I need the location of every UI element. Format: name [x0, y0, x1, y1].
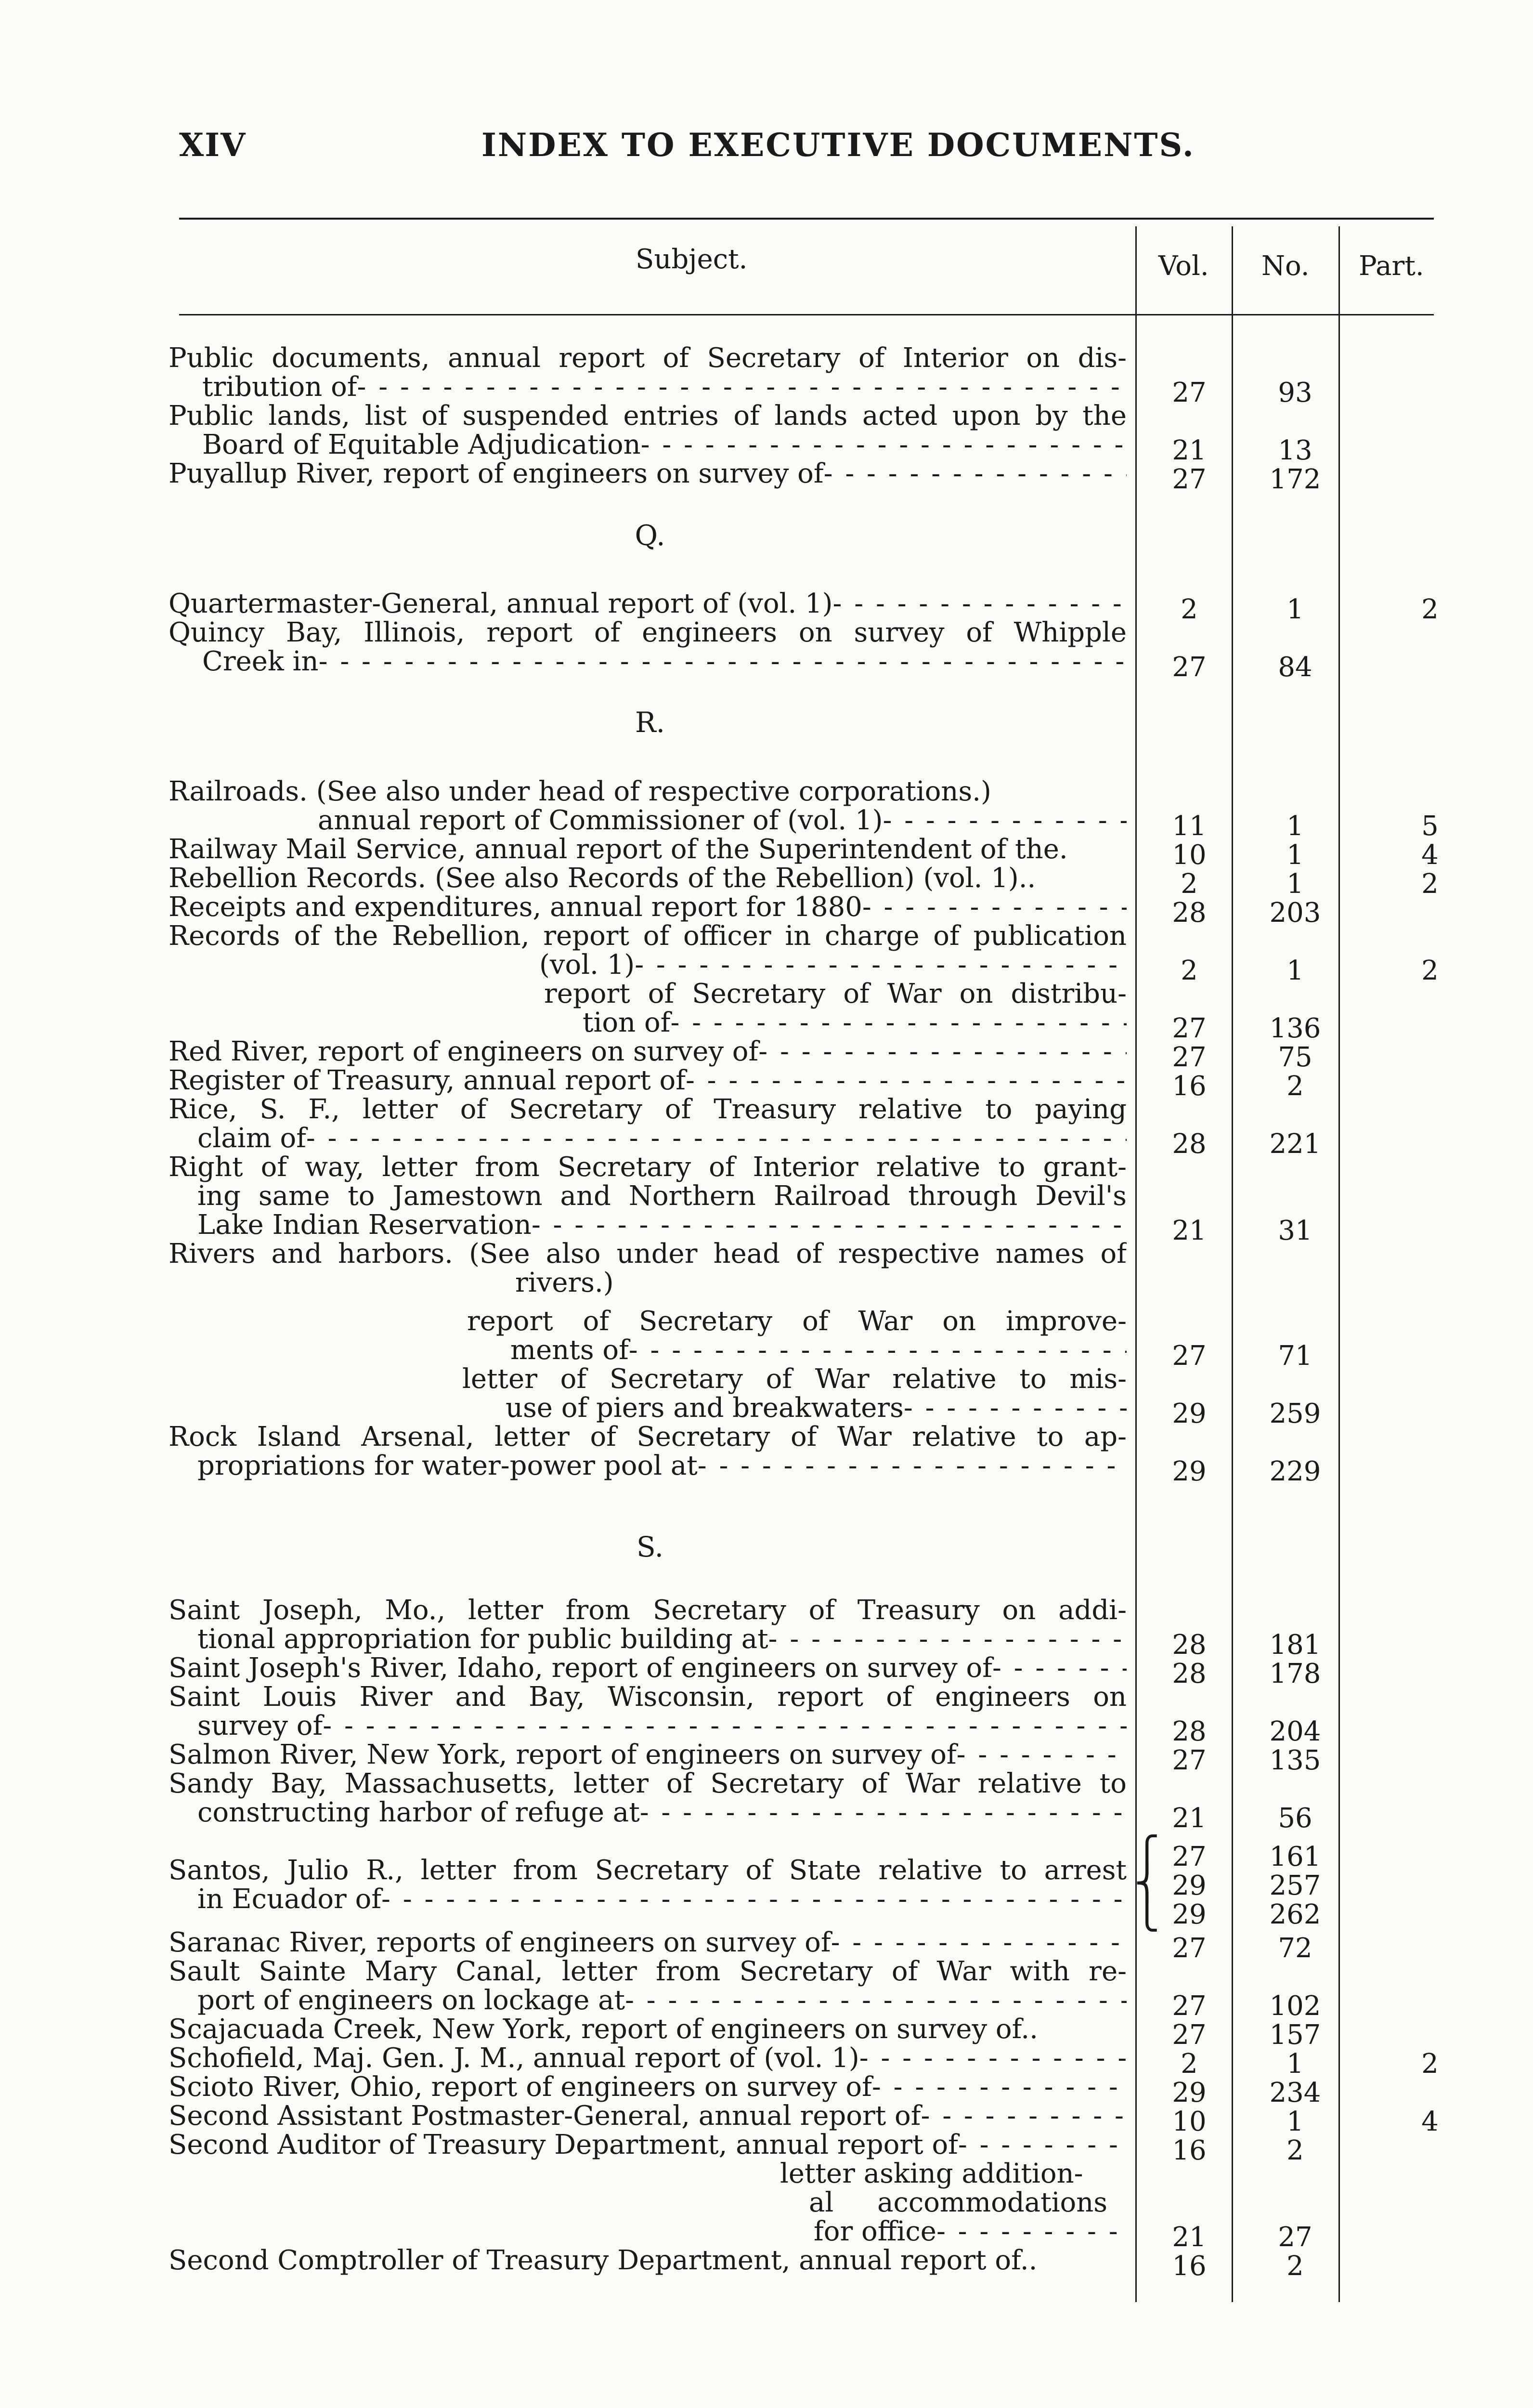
index-entry-line: Rice, S. F., letter of Secretary of Treasury relative to paying — [169, 1094, 1127, 1125]
index-entry-line: Second Auditor of Treasury Department, annual report of - - - — [169, 2130, 1127, 2160]
vol-cell: 2 — [1181, 868, 1198, 900]
part-cell: 2 — [1421, 955, 1439, 986]
index-entry-line: (vol. 1) - - - — [169, 950, 1127, 981]
no-cell: 31 — [1278, 1215, 1312, 1246]
no-cell: 157 — [1269, 2019, 1321, 2051]
index-entry-line: annual report of Commissioner of (vol. 1) - - - — [169, 805, 1127, 836]
index-entry-line: Schofield, Maj. Gen. J. M., annual report of (vol. 1) - - - — [169, 2043, 1127, 2074]
index-entry-line: in Ecuador of - - - — [169, 1884, 1127, 1915]
no-cell: 161 — [1269, 1841, 1321, 1872]
vol-cell: 27 — [1172, 2019, 1207, 2051]
vol-cell: 2 — [1181, 955, 1198, 986]
vol-cell: 27 — [1172, 1841, 1207, 1872]
header-bottom-rule — [179, 314, 1434, 315]
index-entry-line: Sandy Bay, Massachusetts, letter of Secretary of War relative to — [169, 1768, 1127, 1799]
part-cell: 2 — [1421, 868, 1439, 900]
index-entry-line: Puyallup River, report of engineers on survey of - - - — [169, 458, 1127, 489]
part-cell: 4 — [1421, 2106, 1439, 2137]
index-entry-line: Rebellion Records. (See also Records of the Rebellion) (vol. 1).. — [169, 863, 1036, 894]
index-entry-line: Lake Indian Reservation - - - — [169, 1210, 1127, 1241]
part-cell: 2 — [1421, 2048, 1439, 2080]
index-entry-line: letter of Secretary of War relative to mis- — [462, 1364, 1127, 1395]
vol-cell: 27 — [1172, 1745, 1207, 1776]
no-cell: 71 — [1278, 1340, 1312, 1372]
index-entry-line: Public lands, list of suspended entries of lands acted upon by the — [169, 401, 1127, 432]
vol-cell: 11 — [1172, 811, 1207, 842]
vol-cell: 27 — [1172, 1990, 1207, 2022]
vol-cell: 28 — [1172, 1128, 1207, 1160]
vol-cell: 27 — [1172, 1042, 1207, 1073]
vol-cell: 29 — [1172, 1398, 1207, 1429]
vol-cell: 29 — [1172, 1456, 1207, 1487]
vol-cell: 27 — [1172, 1340, 1207, 1372]
vol-cell: 16 — [1172, 2135, 1207, 2166]
index-entry-line: tribution of - - - — [169, 372, 1127, 403]
no-cell: 2 — [1286, 1071, 1304, 1102]
part-cell: 4 — [1421, 839, 1439, 871]
index-entry-line: claim of - - - — [169, 1123, 1127, 1154]
vol-cell: 27 — [1172, 1013, 1207, 1044]
index-entry-line: Rivers and harbors. (See also under head of respective names of — [169, 1239, 1127, 1269]
index-entry-line: Quartermaster-General, annual report of (vol. 1) - - - — [169, 589, 1127, 619]
vol-column-header: Vol. — [1158, 250, 1209, 282]
subject-column-header: Subject. — [636, 244, 748, 275]
no-cell: 27 — [1278, 2222, 1312, 2253]
index-entry-line: Register of Treasury, annual report of - - - — [169, 1065, 1127, 1096]
page-title: INDEX TO EXECUTIVE DOCUMENTS. — [481, 126, 1195, 164]
no-cell: 2 — [1286, 2251, 1304, 2282]
no-cell: 13 — [1278, 435, 1312, 466]
index-entry-line: rivers.) — [515, 1268, 614, 1298]
vol-cell: 28 — [1172, 1658, 1207, 1689]
no-cell: 2 — [1286, 2135, 1304, 2166]
no-cell: 84 — [1278, 652, 1312, 683]
vol-cell: 28 — [1172, 897, 1207, 929]
index-entry-line: Records of the Rebellion, report of officer in charge of publication — [169, 921, 1127, 952]
index-entry-line: letter asking addition- — [780, 2159, 1083, 2189]
vol-cell: 21 — [1172, 2222, 1207, 2253]
index-entry-line: tional appropriation for public building at - - - — [169, 1624, 1127, 1655]
no-cell: 259 — [1269, 1398, 1321, 1429]
index-entry-line: Saint Joseph's River, Idaho, report of engineers on survey of - - - — [169, 1653, 1127, 1684]
vol-column-rule — [1135, 226, 1137, 2302]
no-cell: 234 — [1269, 2077, 1321, 2108]
index-entry-line: Receipts and expenditures, annual report for 1880 - - - — [169, 892, 1127, 923]
page-number: XIV — [179, 126, 247, 164]
vol-cell: 2 — [1181, 2048, 1198, 2080]
no-cell: 1 — [1286, 839, 1304, 871]
index-entry-line: Second Comptroller of Treasury Department, annual report of.. — [169, 2245, 1038, 2276]
no-cell: 204 — [1269, 1716, 1321, 1747]
no-cell: 72 — [1278, 1933, 1312, 1964]
index-entry-line: Right of way, letter from Secretary of Interior relative to grant- — [169, 1152, 1127, 1183]
vol-cell: 27 — [1172, 1933, 1207, 1964]
brace-mark: ⎩ — [1134, 1892, 1160, 1932]
index-entry-line: Saint Joseph, Mo., letter from Secretary of Treasury on addi- — [169, 1595, 1127, 1626]
index-entry-line: survey of - - - — [169, 1711, 1127, 1741]
no-cell: 1 — [1286, 594, 1304, 625]
no-cell: 136 — [1269, 1013, 1321, 1044]
index-entry-line: ing same to Jamestown and Northern Railroad through Devil's — [197, 1181, 1127, 1212]
vol-cell: 10 — [1172, 839, 1207, 871]
no-cell: 172 — [1269, 464, 1321, 495]
no-cell: 1 — [1286, 868, 1304, 900]
index-entry-line: constructing harbor of refuge at - - - — [169, 1797, 1127, 1828]
part-cell: 2 — [1421, 594, 1439, 625]
no-cell: 1 — [1286, 955, 1304, 986]
no-cell: 56 — [1278, 1803, 1312, 1834]
index-entry-line: propriations for water-power pool at - - - — [169, 1451, 1127, 1481]
no-cell: 229 — [1269, 1456, 1321, 1487]
vol-cell: 29 — [1172, 1870, 1207, 1901]
vol-cell: 29 — [1172, 2077, 1207, 2108]
vol-cell: 28 — [1172, 1716, 1207, 1747]
no-cell: 1 — [1286, 2048, 1304, 2080]
brace-mark: ⎨ — [1134, 1863, 1160, 1903]
index-entry-line: al accommodations — [809, 2187, 1107, 2218]
section-letter-q: Q. — [635, 519, 665, 552]
no-cell: 1 — [1286, 2106, 1304, 2137]
part-column-header: Part. — [1359, 250, 1424, 282]
index-entry-line: Creek in - - - — [169, 646, 1127, 677]
vol-cell: 16 — [1172, 2251, 1207, 2282]
index-entry-line: Railway Mail Service, annual report of the Superintendent of the. — [169, 834, 1068, 865]
index-entry-line: Quincy Bay, Illinois, report of engineers on survey of Whipple — [169, 617, 1127, 648]
vol-cell: 2 — [1181, 594, 1198, 625]
no-cell: 262 — [1269, 1899, 1321, 1930]
no-cell: 181 — [1269, 1629, 1321, 1661]
index-entry-line: for office - - - — [169, 2216, 1127, 2247]
no-cell: 75 — [1278, 1042, 1312, 1073]
index-entry-line: Scajacuada Creek, New York, report of engineers on survey of.. — [169, 2014, 1038, 2045]
vol-cell: 21 — [1172, 1803, 1207, 1834]
table-top-rule — [179, 218, 1434, 220]
no-column-header: No. — [1261, 250, 1310, 282]
no-cell: 102 — [1269, 1990, 1321, 2022]
no-cell: 135 — [1269, 1745, 1321, 1776]
no-cell: 1 — [1286, 811, 1304, 842]
vol-cell: 10 — [1172, 2106, 1207, 2137]
vol-cell: 21 — [1172, 435, 1207, 466]
no-cell: 178 — [1269, 1658, 1321, 1689]
index-entry-line: report of Secretary of War on distribu- — [544, 979, 1127, 1009]
index-entry-line: report of Secretary of War on improve- — [467, 1306, 1127, 1337]
index-entry-line: Board of Equitable Adjudication - - - — [169, 430, 1127, 460]
index-entry-line: Public documents, annual report of Secretary of Interior on dis- — [169, 343, 1127, 374]
vol-cell: 28 — [1172, 1629, 1207, 1661]
vol-cell: 29 — [1172, 1899, 1207, 1930]
no-cell: 257 — [1269, 1870, 1321, 1901]
index-entry-line: Railroads. (See also under head of respective corporations.) — [169, 776, 991, 807]
index-entry-line: ments of - - - — [169, 1335, 1127, 1366]
index-entry-line: Scioto River, Ohio, report of engineers on survey of - - - — [169, 2072, 1127, 2103]
vol-cell: 16 — [1172, 1071, 1207, 1102]
index-entry-line: Sault Sainte Mary Canal, letter from Secretary of War with re- — [169, 1956, 1127, 1987]
no-cell: 203 — [1269, 897, 1321, 929]
index-entry-line: use of piers and breakwaters - - - — [169, 1393, 1127, 1424]
index-entry-line: Santos, Julio R., letter from Secretary of State relative to arrest — [169, 1855, 1127, 1886]
index-entry-line: Second Assistant Postmaster-General, annual report of - - - — [169, 2101, 1127, 2132]
vol-cell: 27 — [1172, 377, 1207, 408]
brace-mark: ⎧ — [1134, 1834, 1160, 1874]
part-cell: 5 — [1421, 811, 1439, 842]
index-entry-line: Salmon River, New York, report of engineers on survey of - - - — [169, 1740, 1127, 1770]
index-entry-line: Saranac River, reports of engineers on survey of - - - — [169, 1927, 1127, 1958]
vol-cell: 21 — [1172, 1215, 1207, 1246]
index-entry-line: Rock Island Arsenal, letter of Secretary of War relative to ap- — [169, 1422, 1127, 1453]
index-entry-line: tion of - - - — [169, 1008, 1127, 1038]
index-entry-line: port of engineers on lockage at - - - — [169, 1985, 1127, 2016]
no-cell: 93 — [1278, 377, 1312, 408]
index-entry-line: Red River, report of engineers on survey of - - - — [169, 1036, 1127, 1067]
vol-cell: 27 — [1172, 464, 1207, 495]
no-cell: 221 — [1269, 1128, 1321, 1160]
index-entry-line: Saint Louis River and Bay, Wisconsin, report of engineers on — [169, 1682, 1127, 1713]
vol-cell: 27 — [1172, 652, 1207, 683]
section-letter-s: S. — [636, 1531, 664, 1563]
section-letter-r: R. — [635, 706, 665, 739]
